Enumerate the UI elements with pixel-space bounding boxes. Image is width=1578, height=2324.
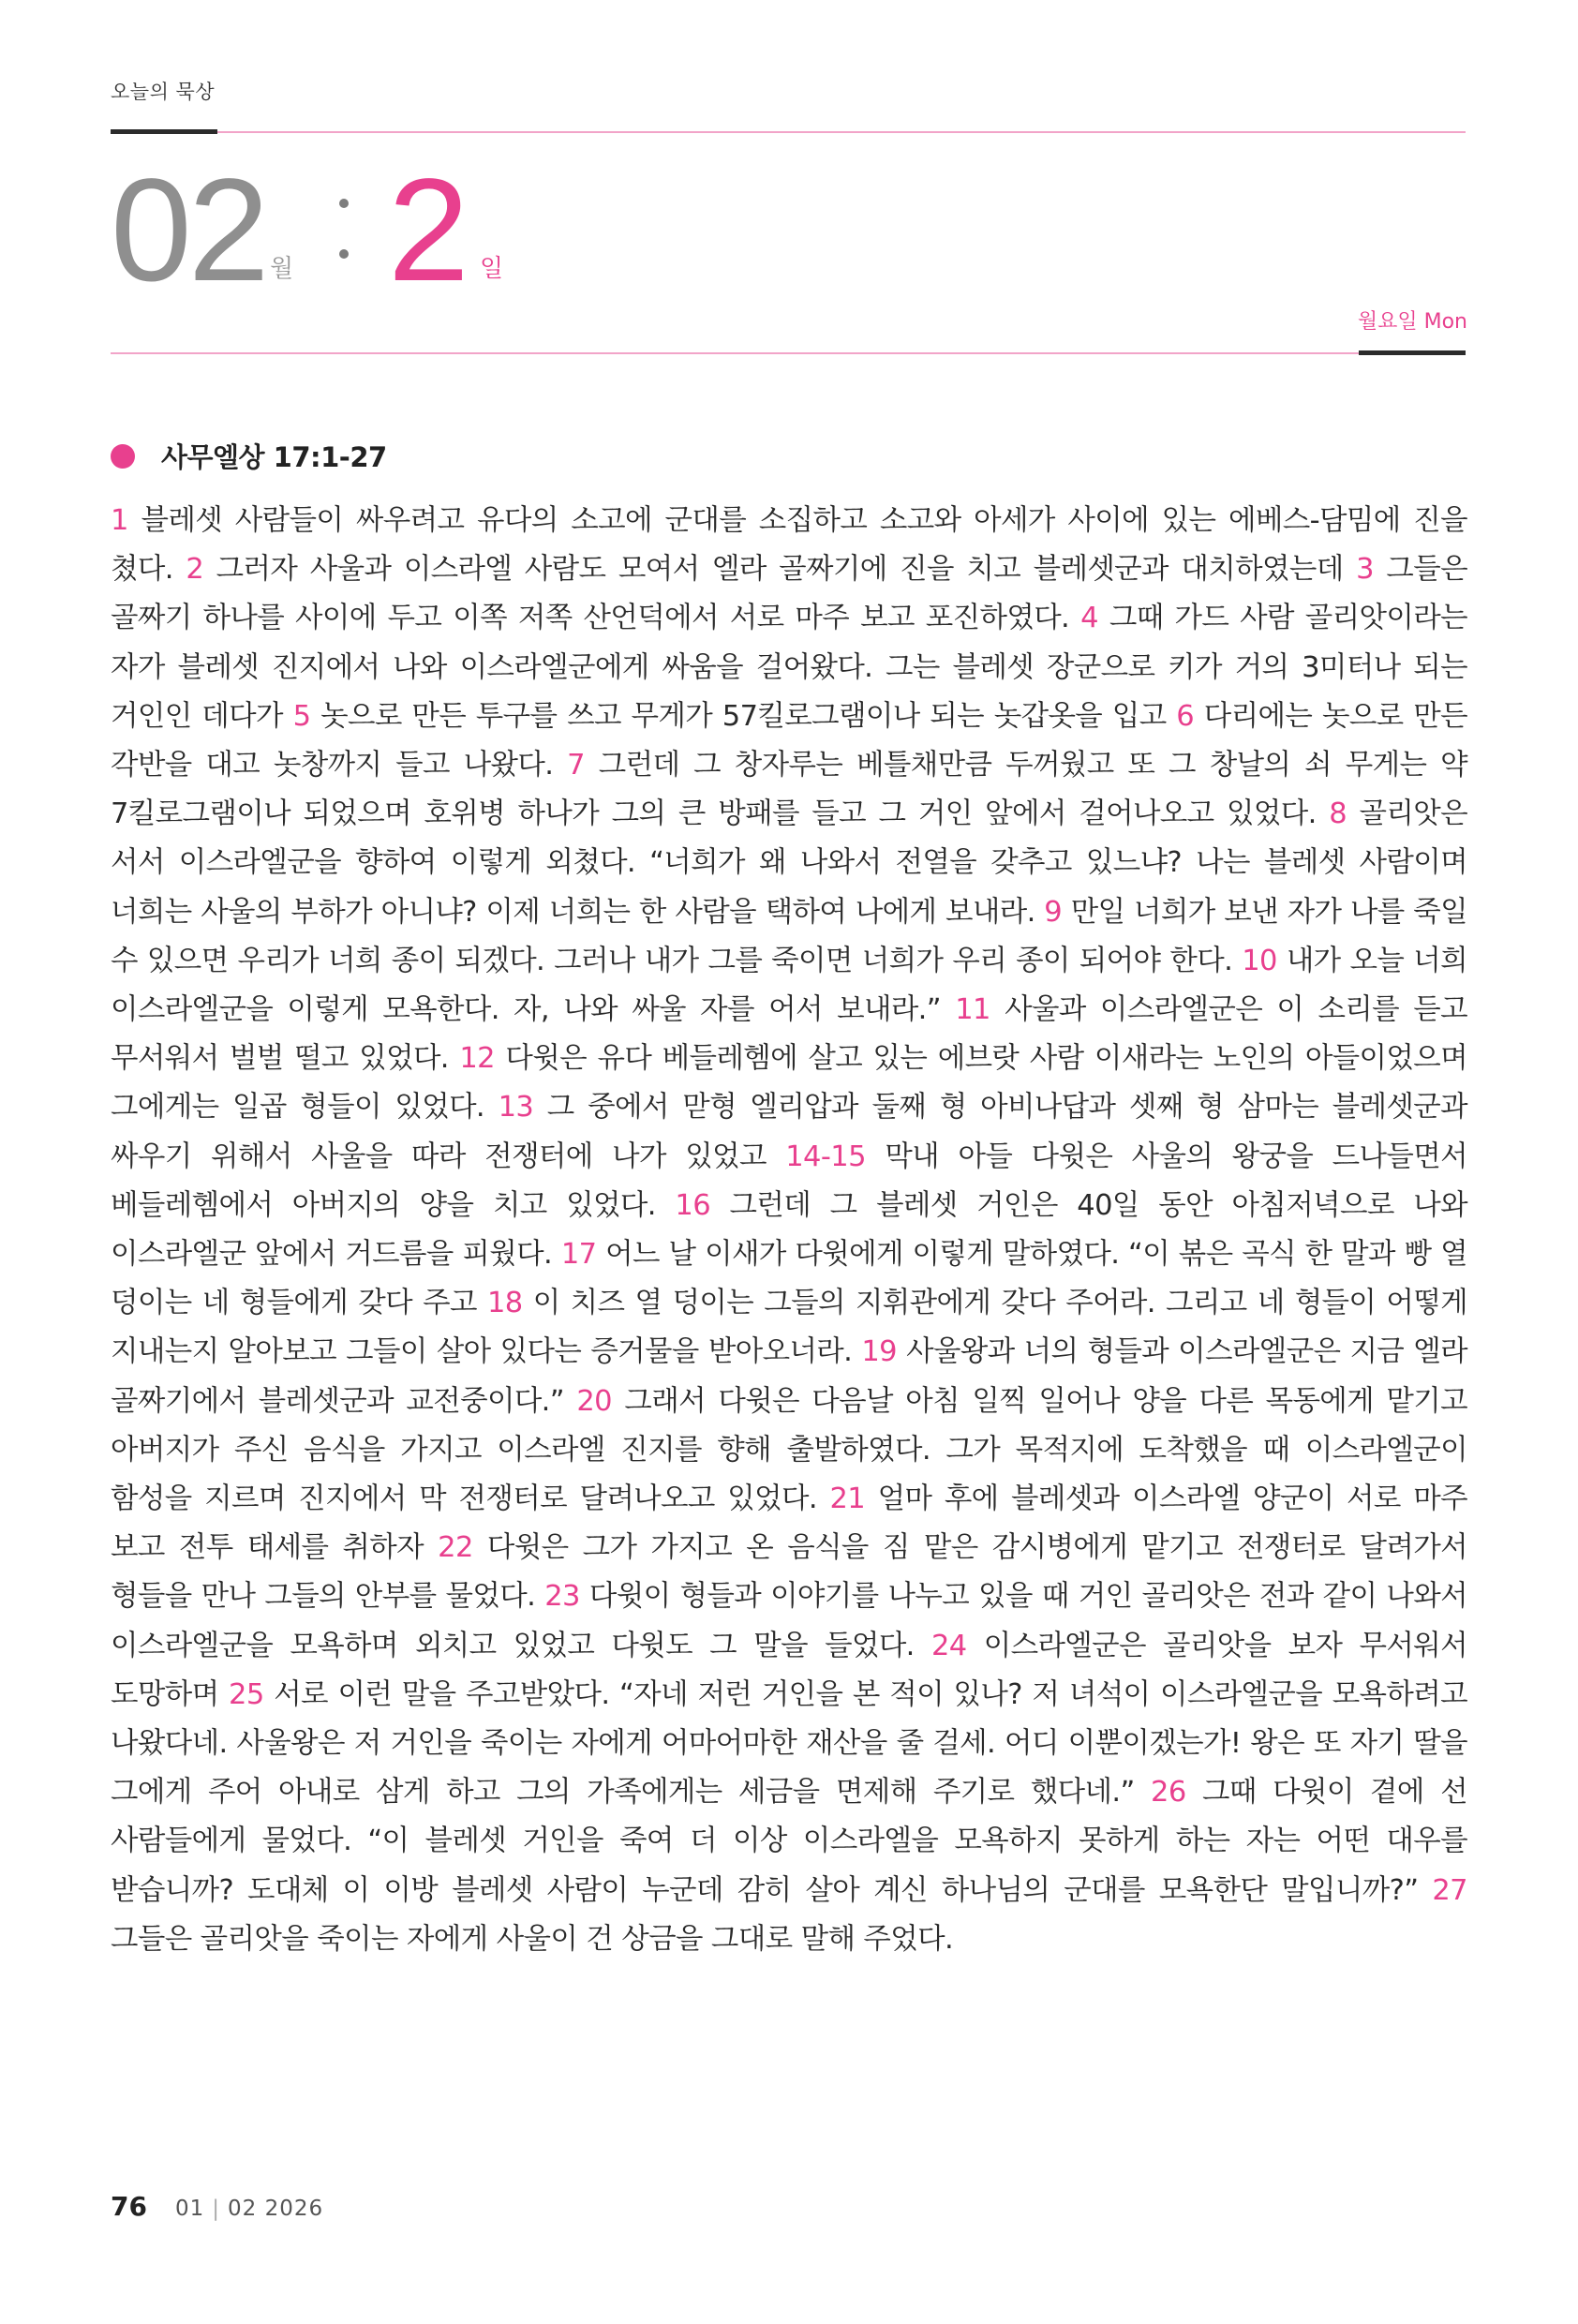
- verse-text: 그런데 그 블레셋 거인은 40일 동안 아침저녁으로 나와 이스라엘군 앞에서 거드름을 피웠다.: [111, 1188, 1467, 1272]
- verse-number: 21: [829, 1482, 866, 1516]
- verse-text: 그들은 골짜기 하나를 사이에 두고 이쪽 저쪽 산언덕에서 서로 마주 보고 포진하였다.: [111, 553, 1467, 635]
- issue-month: 01: [174, 2197, 205, 2221]
- verse-number: 14-15: [785, 1140, 866, 1173]
- section-label: 오늘의 묵상: [111, 81, 216, 103]
- passage-reference: 사무엘상 17:1-27: [161, 441, 387, 473]
- verse-number: 22: [438, 1531, 473, 1565]
- verse-number: 11: [955, 993, 990, 1027]
- footer: [111, 2191, 323, 2222]
- header-rule-accent: [111, 129, 217, 134]
- verse-text: 그때 가드 사람 골리앗이라는 자가 블레셋 진지에서 나와 이스라엘군에게 싸움을 걸어왔다. 그는 블레셋 장군으로 키가 거의 3미터나 되는 거인인 데다가: [111, 602, 1467, 733]
- verse-text: 다윗은 유다 베들레헴에 살고 있는 에브랏 사람 이새라는 노인의 아들이었으며 그에게는 일곱 형들이 있었다.: [111, 1042, 1467, 1125]
- passage-heading: [111, 437, 387, 475]
- verse-number: 16: [675, 1188, 711, 1222]
- verse-text: 사울왕과 너의 형들과 이스라엘군은 지금 엘라 골짜기에서 블레셋군과 교전중이다.”: [111, 1335, 1467, 1418]
- verse-text: 블레셋 사람들이 싸우려고 유다의 소고에 군대를 소집하고 소고와 아세가 사이에 있는 에베스-담밈에 진을 쳤다.: [111, 504, 1467, 587]
- verse-text: 다윗이 형들과 이야기를 나누고 있을 때 거인 골리앗은 전과 같이 나와서 이스라엘군을 모욕하며 외치고 있었고 다윗도 그 말을 들었다.: [111, 1580, 1467, 1662]
- issue-date: 02 2026: [228, 2197, 324, 2221]
- verse-number: 8: [1329, 797, 1347, 831]
- verse-number: 26: [1151, 1776, 1186, 1810]
- verse-number: 20: [576, 1384, 612, 1418]
- verse-text: 그러자 사울과 이스라엘 사람도 모여서 엘라 골짜기에 진을 치고 블레셋군과 대치하였는데: [203, 553, 1357, 587]
- page-number: 76: [111, 2191, 147, 2222]
- verse-text: 그 중에서 맏형 엘리압과 둘째 형 아비나답과 셋째 형 삼마는 블레셋군과 싸우기 위해서 사울을 따라 전쟁터에 나가 있었고: [111, 1091, 1467, 1173]
- verse-number: 5: [292, 699, 311, 733]
- day-number: 2: [388, 149, 469, 312]
- verse-text: 이 치즈 열 덩이는 그들의 지휘관에게 갖다 주어라. 그리고 네 형들이 어떻게 지내는지 알아보고 그들이 살아 있다는 증거물을 받아오너라.: [111, 1287, 1467, 1369]
- bullet-icon: [111, 444, 135, 469]
- verse-number: 2: [186, 553, 204, 587]
- verse-number: 6: [1176, 699, 1195, 733]
- verse-text: 얼마 후에 블레셋과 이스라엘 양군이 서로 마주 보고 전투 태세를 취하자: [111, 1482, 1468, 1565]
- day-unit: 일: [480, 255, 504, 283]
- verse-number: 9: [1044, 895, 1063, 929]
- verse-number: 27: [1432, 1873, 1467, 1907]
- weekday: 월요일 Mon: [1357, 310, 1467, 334]
- verse-text: 서로 이런 말을 주고받았다. “자네 저런 거인을 본 적이 있나? 저 녀석이 이스라엘군을 모욕하려고 나왔다네. 사울왕은 저 거인을 죽이는 자에게 어마어마한 재산을 줄 걸세. 어디 이뿐이겠는가! 왕은 또 자기 딸을 그에게 주어 아내로 삼게 하고 그의 가족에게는 세금을 면제해 주기로 했다네.”: [111, 1677, 1468, 1810]
- verse-text: 그런데 그 창자루는 베틀채만큼 두꺼웠고 또 그 창날의 쇠 무게는 약 7킬로그램이나 되었으며 호위병 하나가 그의 큰 방패를 들고 그 거인 앞에서 걸어나오고 있었다.: [111, 749, 1467, 831]
- verse-number: 10: [1242, 944, 1277, 977]
- verse-number: 12: [459, 1042, 495, 1076]
- header-rule: [111, 131, 1466, 133]
- month-unit: 월: [270, 255, 294, 283]
- verse-number: 17: [560, 1238, 597, 1272]
- verse-number: 7: [567, 749, 585, 782]
- date-rule: [111, 352, 1466, 354]
- verse-text: 그래서 다윗은 다음날 아침 일찍 일어나 양을 다른 목동에게 맡기고 아버지가 주신 음식을 가지고 이스라엘 진지를 향해 출발하였다. 그가 목적지에 도착했을 때 이스라엘군이 함성을 지르며 진지에서 막 전쟁터로 달려나오고 있었다.: [111, 1384, 1467, 1516]
- verse-number: 13: [498, 1091, 534, 1125]
- month-number: 02: [111, 149, 266, 312]
- issue-separator: |: [212, 2197, 220, 2221]
- verse-text: 이스라엘군은 골리앗을 보자 무서워서 도망하며: [111, 1629, 1467, 1711]
- verse-text: 골리앗은 서서 이스라엘군을 향하여 이렇게 외쳤다. “너희가 왜 나와서 전열을 갖추고 있느냐? 나는 블레셋 사람이며 너희는 사울의 부하가 아니냐? 이제 너희는 한 사람을 택하여 나에게 보내라.: [111, 797, 1468, 929]
- verse-number: 1: [111, 504, 128, 537]
- verse-text: 막내 아들 다윗은 사울의 왕궁을 드나들면서 베들레헴에서 아버지의 양을 치고 있었다.: [111, 1140, 1467, 1222]
- verse-number: 3: [1356, 553, 1374, 587]
- verse-number: 4: [1080, 602, 1098, 635]
- date-rule-accent: [1359, 350, 1466, 355]
- verse-text: 다리에는 놋으로 만든 각반을 대고 놋창까지 들고 나왔다.: [111, 699, 1467, 782]
- verse-number: 19: [861, 1335, 897, 1369]
- verse-text: 그들은 골리앗을 죽이는 자에게 사울이 건 상금을 그대로 말해 주었다.: [111, 1922, 954, 1956]
- verse-number: 18: [486, 1287, 523, 1320]
- verse-text: 그때 다윗이 곁에 선 사람들에게 물었다. “이 블레셋 거인을 죽여 더 이상 이스라엘을 모욕하지 못하게 하는 자는 어떤 대우를 받습니까? 도대체 이 이방 블레셋 사람이 누군데 감히 살아 계신 하나님의 군대를 모욕한단 말입니까?”: [111, 1776, 1467, 1907]
- passage-body: [111, 497, 1467, 1964]
- verse-text: 어느 날 이새가 다윗에게 이렇게 말하였다. “이 볶은 곡식 한 말과 빵 열 덩이는 네 형들에게 갖다 주고: [111, 1238, 1467, 1320]
- verse-number: 24: [930, 1629, 967, 1662]
- verse-text: 사울과 이스라엘군은 이 소리를 듣고 무서워서 벌벌 떨고 있었다.: [111, 993, 1468, 1076]
- verse-number: 25: [229, 1677, 264, 1711]
- issue-info: [175, 2197, 323, 2221]
- verse-text: 놋으로 만든 투구를 쓰고 무게가 57킬로그램이나 되는 놋갑옷을 입고: [310, 699, 1177, 733]
- verse-number: 23: [544, 1580, 580, 1614]
- verse-text: 만일 너희가 보낸 자가 나를 죽일 수 있으면 우리가 너희 종이 되겠다. 그러나 내가 그를 죽이면 너희가 우리 종이 되어야 한다.: [111, 895, 1467, 977]
- verse-text: 내가 오늘 너희 이스라엘군을 이렇게 모욕한다. 자, 나와 싸울 자를 어서 보내라.”: [111, 944, 1467, 1027]
- date-colon: [339, 199, 349, 270]
- verse-text: 다윗은 그가 가지고 온 음식을 짐 맡은 감시병에게 맡기고 전쟁터로 달려가서 형들을 만나 그들의 안부를 물었다.: [111, 1531, 1467, 1614]
